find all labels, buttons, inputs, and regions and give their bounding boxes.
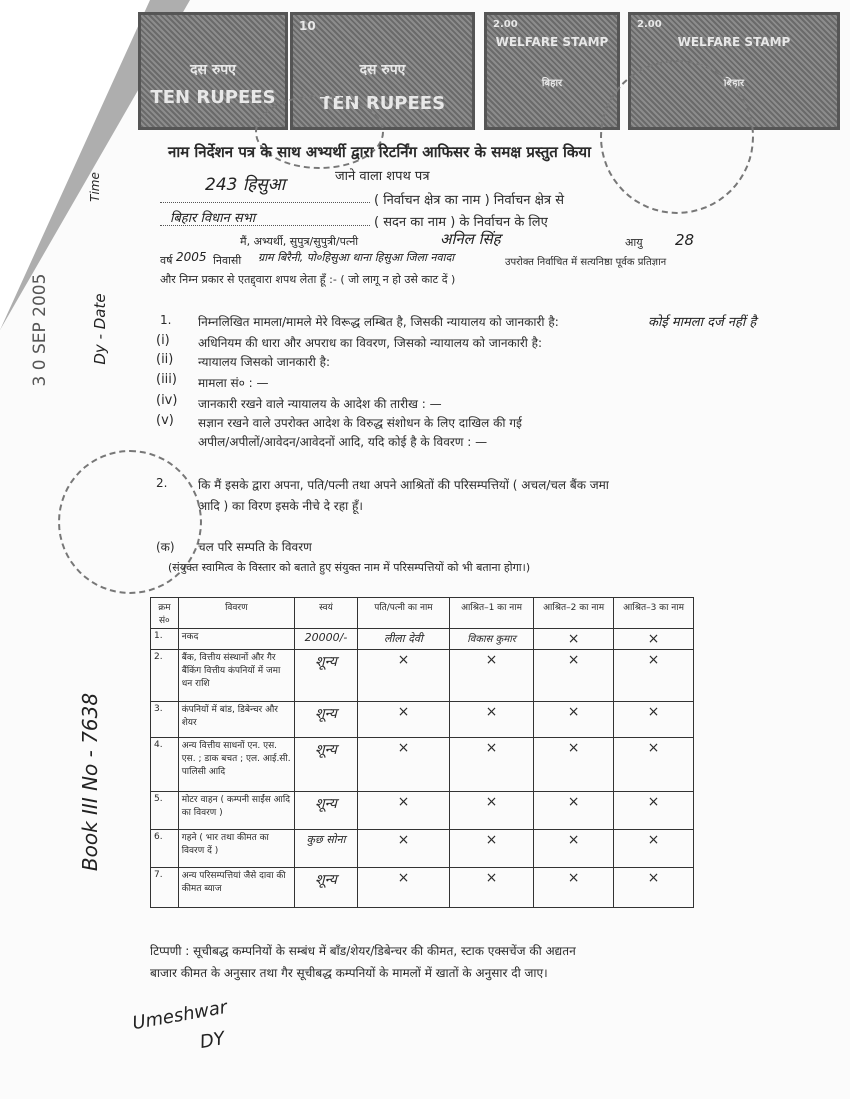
dy-date-note: Dy - Date [91, 293, 109, 365]
col-header-dependent-2: आश्रित–2 का नाम [534, 598, 614, 629]
row-number: 4. [151, 738, 179, 792]
stamp-value: 2.00 [493, 19, 518, 30]
signature-name: Umeshwar [130, 996, 229, 1035]
footnote-line1: टिप्पणी : सूचीबद्ध कम्पनियों के सम्बंध में बाँड/शेयर/डिबेन्चर की कीमत, स्टाक एक्सचेंज की अद्यतन [150, 944, 576, 958]
age-label: आयु [625, 236, 643, 249]
folded-corner-highlight [0, 0, 150, 330]
row-details: अन्य वित्तीय साधनों एन. एस. एस. ; डाक बचत ; एल. आई.सी. पालिसी आदि [178, 738, 294, 792]
table-row [151, 830, 694, 868]
col-header-dependent-3: आश्रित–3 का नाम [614, 598, 694, 629]
stamp-hindi: बिहार [541, 78, 563, 89]
section-2-line2: आदि ) का विरण इसके नीचे दे रहा हूँ। [198, 499, 363, 513]
row-details: गहने ( भार तथा कीमत का विवरण दें ) [178, 830, 294, 868]
row-dependent-3: × [614, 830, 694, 868]
constituency-value: 243 हिसुआ [205, 175, 286, 195]
row-dependent-3: × [614, 792, 694, 830]
resident-label: निवासी [213, 254, 242, 267]
book-number: Book III No - 7638 [78, 692, 102, 872]
row-self: कुछ सोना [295, 830, 358, 868]
row-spouse: × [357, 650, 449, 702]
page-title: नाम निर्देशन पत्र के साथ अभ्यर्थी द्वारा रिटर्निंग आफिसर के समक्ष प्रस्तुत किया [168, 143, 592, 161]
row-number: 1. [151, 629, 179, 650]
row-self: शून्य [295, 702, 358, 738]
oath-tail: उपरोक्त निर्वाचित में सत्यनिष्ठा पूर्वक प्रतिज्ञान [505, 257, 667, 268]
received-date-stamp: 3 0 SEP 2005 [30, 273, 50, 387]
row-dependent-2: × [534, 830, 614, 868]
row-spouse: × [357, 792, 449, 830]
row-dependent-1: × [449, 738, 533, 792]
section-1-text: निम्नलिखित मामला/मामले मेरे विरूद्ध लम्बित है, जिसकी न्यायालय को जानकारी है: [198, 315, 559, 329]
row-dependent-3: × [614, 868, 694, 908]
stamp-hindi: बिहार [723, 78, 745, 89]
row-spouse: × [357, 738, 449, 792]
row-self: शून्य [295, 738, 358, 792]
row-dependent-1: × [449, 830, 533, 868]
resident-value: ग्राम बिरैनी, पो०हिसुआ थाना हिसुआ जिला नवादा [258, 251, 455, 264]
item-ii-text: न्यायालय जिसको जानकारी है: [198, 355, 331, 369]
section-1-number: 1. [160, 313, 172, 327]
table-row [151, 650, 694, 702]
constituency-label: ( निर्वाचन क्षेत्र का नाम ) निर्वाचन क्षेत्र से [374, 193, 564, 208]
row-self: शून्य [295, 792, 358, 830]
oath-line: और निम्न प्रकार से एतद्द्वारा शपथ लेता हूँ :- ( जो लागू न हो उसे काट दें ) [160, 273, 456, 286]
year-value: 2005 [176, 250, 207, 264]
item-i-text: अधिनियम की धारा और अपराध का विवरण, जिसको न्यायालय को जानकारी है: [198, 336, 543, 350]
item-ii-number: (ii) [156, 352, 174, 367]
house-label: ( सदन का नाम ) के निर्वाचन के लिए [374, 215, 548, 230]
item-iv-text: जानकारी रखने वाले न्यायालय के आदेश की तारीख : — [198, 397, 442, 411]
table-row [151, 738, 694, 792]
stamp-denomination: WELFARE STAMP [495, 35, 609, 49]
section-2a-number: (क) [156, 540, 175, 554]
footnote-line2: बाजार कीमत के अनुसार तथा गैर सूचीबद्ध कम्पनियों के मामलों में खातों के अनुसार दी जाए। [150, 966, 548, 980]
row-dependent-1: × [449, 702, 533, 738]
row-spouse: × [357, 702, 449, 738]
row-dependent-1: × [449, 650, 533, 702]
table-row [151, 702, 694, 738]
item-iii-text: मामला सं० : — [198, 376, 269, 390]
row-details: कंपनियों में बांड, डिबेन्चर और शेयर [178, 702, 294, 738]
house-value: बिहार विधान सभा [170, 211, 256, 226]
row-self: शून्य [295, 868, 358, 908]
house-blank [160, 225, 370, 226]
row-dependent-2: × [534, 868, 614, 908]
item-iv-number: (iv) [156, 393, 178, 408]
item-iii-number: (iii) [156, 372, 177, 387]
row-details: मोटर वाहन ( कम्पनी साईंस आदि का विवरण ) [178, 792, 294, 830]
constituency-blank [160, 202, 370, 203]
table-row [151, 629, 694, 650]
row-number: 3. [151, 702, 179, 738]
row-details: अन्य परिसम्पत्तियां जैसे दावा की कीमत ब्याज [178, 868, 294, 908]
row-dependent-2: × [534, 629, 614, 650]
stamp-denomination: TEN RUPEES [150, 87, 276, 108]
stamp-denomination: WELFARE STAMP [677, 35, 791, 49]
col-header-dependent-1: आश्रित–1 का नाम [449, 598, 533, 629]
row-details: नकद [178, 629, 294, 650]
section-2a-title: चल परि सम्पति के विवरण [198, 540, 312, 554]
row-number: 7. [151, 868, 179, 908]
page-subtitle: जाने वाला शपथ पत्र [335, 169, 430, 184]
item-v-text-cont: अपील/अपीलों/आवेदन/आवेदनों आदि, यदि कोई है के विवरण : — [198, 435, 488, 449]
item-i-number: (i) [156, 333, 170, 348]
row-self: शून्य [295, 650, 358, 702]
stamp-value: 10 [299, 19, 316, 33]
col-header-serial: क्रम सं० [151, 598, 179, 629]
table-row [151, 792, 694, 830]
section-2-number: 2. [156, 476, 168, 490]
row-self: 20000/- [295, 629, 358, 650]
row-dependent-3: × [614, 629, 694, 650]
item-v-text: सज्ञान रखने वाले उपरोक्त आदेश के विरुद्ध संशोधन के लिए दाखिल की गई [198, 416, 522, 430]
section-2-line1: कि मैं इसके द्वारा अपना, पति/पत्नी तथा अपने आश्रितों की परिसम्पत्तियों ( अचल/चल बैंक जमा [198, 478, 609, 492]
section-2a-note: (संयुक्त स्वामित्व के विस्तार को बताते हुए संयुक्त नाम में परिसम्पत्तियों को भी बताना होगा।) [168, 561, 531, 574]
table-header-row [151, 598, 694, 629]
official-seal [600, 60, 754, 214]
section-1-response: कोई मामला दर्ज नहीं है [648, 315, 757, 330]
row-dependent-2: × [534, 650, 614, 702]
row-dependent-2: × [534, 738, 614, 792]
row-dependent-3: × [614, 702, 694, 738]
candidate-prefix: मैं, अभ्यर्थी, सुपुत्र/सुपुत्री/पत्नी [240, 235, 359, 248]
candidate-name: अनिल सिंह [440, 230, 501, 248]
col-header-self: स्वयं [295, 598, 358, 629]
movable-assets-table [150, 597, 694, 908]
time-label: Time [87, 172, 102, 202]
welfare-stamp-1 [484, 12, 620, 130]
stamp-hindi: दस रुपए [359, 62, 406, 78]
row-dependent-2: × [534, 702, 614, 738]
row-spouse: × [357, 830, 449, 868]
row-number: 6. [151, 830, 179, 868]
stamp-hindi: दस रुपए [190, 62, 236, 78]
age-value: 28 [675, 231, 695, 249]
stamp-denomination: TEN RUPEES [319, 93, 446, 114]
col-header-spouse: पति/पत्नी का नाम [357, 598, 449, 629]
row-number: 2. [151, 650, 179, 702]
row-dependent-1: विकास कुमार [449, 629, 533, 650]
signature-initials: DY [198, 1028, 227, 1053]
row-spouse: × [357, 868, 449, 908]
row-spouse: लीला देवी [357, 629, 449, 650]
col-header-details: विवरण [178, 598, 294, 629]
item-v-number: (v) [156, 413, 174, 428]
stamp-value: 2.00 [637, 19, 662, 30]
row-dependent-2: × [534, 792, 614, 830]
row-dependent-1: × [449, 792, 533, 830]
year-label: वर्ष [160, 254, 173, 267]
row-dependent-3: × [614, 738, 694, 792]
row-dependent-1: × [449, 868, 533, 908]
row-dependent-3: × [614, 650, 694, 702]
row-details: बैंक, वित्तीय संस्थानों और गैर बैंकिंग वित्तीय कंपनियों में जमा धन राशि [178, 650, 294, 702]
table-row [151, 868, 694, 908]
row-number: 5. [151, 792, 179, 830]
